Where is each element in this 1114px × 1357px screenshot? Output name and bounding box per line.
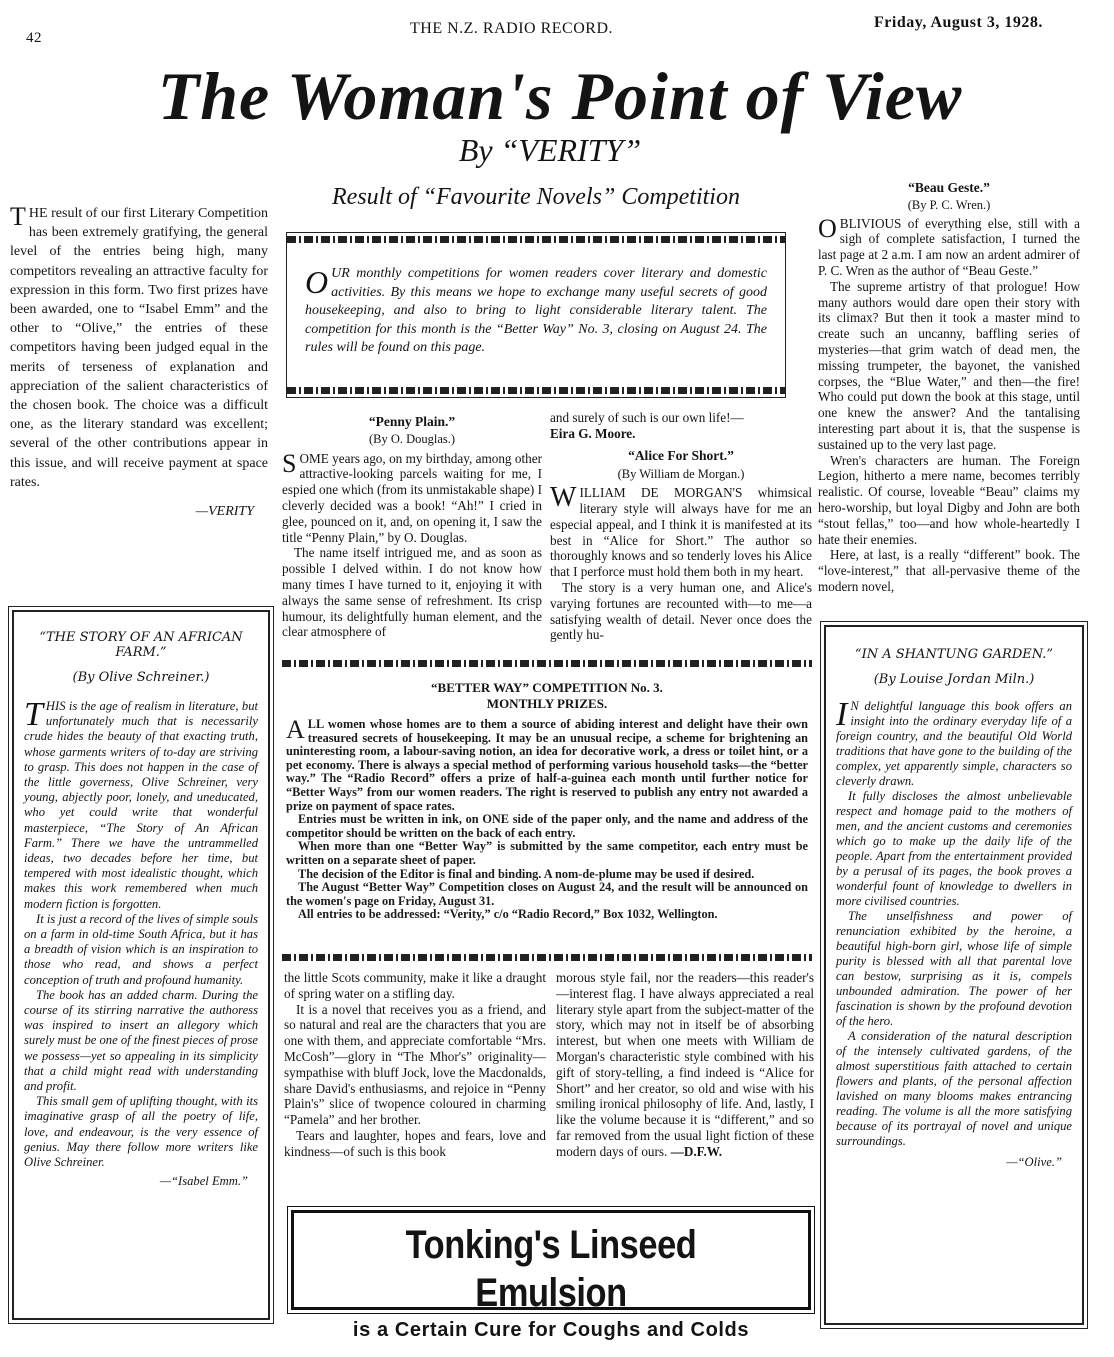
penny-plain-para: Tears and laughter, hopes and fears, love and kindness—of such is this book xyxy=(284,1127,546,1159)
african-farm-author: (By Olive Schreiner.) xyxy=(72,670,210,685)
beau-geste-author: (By P. C. Wren.) xyxy=(907,197,991,212)
beau-geste-para: Here, at last, is a really “different” book. The “love-interest,” that all-pervasive theme of the modern novel, xyxy=(818,547,1080,594)
section-subtitle: Result of “Favourite Novels” Competition xyxy=(332,184,740,210)
shantung-author: (By Louise Jordan Miln.) xyxy=(873,672,1035,687)
african-farm-para: The book has an added charm. During the course of its stirring narrative the authoress was inspired to insert an allegory which surely must be one of the finest pieces of prose we possess—yet so appealing in its simplicity that a child might read with understanding and profit. xyxy=(24,987,258,1094)
penny-plain-continued xyxy=(284,970,546,1160)
better-way-rules xyxy=(286,715,808,922)
better-way-para: When more than one “Better Way” is submitted by the same competitor, each entry must be written on a separate sheet of paper. xyxy=(286,839,808,867)
better-way-para: All entries to be addressed: “Verity,” c/o “Radio Record,” Box 1032, Wellington. xyxy=(298,907,718,922)
shantung-box xyxy=(824,625,1084,1325)
beau-geste-para: BLIVIOUS of everything else, still with a sigh of complete satisfaction, I turned the last page at 2 a.m. I am now an ardent admirer of P. C. Wren as the author of “Beau Geste.” xyxy=(818,215,1080,278)
shantung-para: A consideration of the natural description of the intensely cultivated gardens, of the almost superstitious faith attached to certain flowers and plants, of the personal affection lavished on many blooms makes entrancing reading. The volume is all the more satisfying because of its portrayal of novel and unique surroundings. xyxy=(836,1029,1072,1148)
notice-top-ornament xyxy=(287,236,785,243)
page-number: 42 xyxy=(26,30,42,46)
alice-signature: —D.F.W. xyxy=(670,1143,723,1159)
better-way-para: LL women whose homes are to them a source of abiding interest and delight have their own treasured secrets of housekeeping. It may be an unusual recipe, a scheme for brightening an uninteresting room, a labour-saving notion, an idea for decorative work, a dress or toilet hint, or a pet economy. There is always a special method of performing various household tasks—the “better way.” The “Radio Record” offers a prize of half-a-guinea each month until further notice for “Better Ways” from our women readers. The right is reserved to publish any entry not awarded a prize on payment of space rates. xyxy=(286,717,808,813)
alice-title: “Alice For Short.” xyxy=(628,447,734,463)
african-farm-para: HIS is the age of realism in literature, but unfortunately much that is necessarily crude hides the beauty of that exacting truth, whose garments writers of to-day are striving to grasp. This does not happen in the case of the little governess, Olive Schreiner, very young, abjectly poor, lonely, and uneducated, who yet could write that wonderful masterpiece, “The Story of An African Farm.” There we have the untrammelled ideas, two decades before her time, but tempered with most idealistic thought, which makes this work remembered when much modern fiction is forgotten. xyxy=(24,699,258,911)
alice-continued xyxy=(556,970,814,1160)
alice-para: ILLIAM DE MORGAN'S whimsical literary style will always have for me an especial appeal, and I think it is manifested at its best in “Alice for Short.” The author so thoroughly knows and so tenderly loves his Alice that I perforce must hold them both in my heart. xyxy=(550,485,812,580)
beau-geste-dropcap: O xyxy=(818,213,837,243)
penny-plain-para: the little Scots community, make it like a draught of spring water on a stifling day. xyxy=(284,970,546,1001)
advert-tagline: is a Certain Cure for Coughs and Colds xyxy=(352,1319,750,1341)
african-farm-para: It is just a record of the lives of simple souls on a farm in old-time South Africa, but it has a breadth of vision which is an inspiration to those who read, and shows a perfect conception of truth and profound humanity. xyxy=(24,911,258,987)
competition-notice-text xyxy=(305,265,767,358)
african-farm-signature: —“Isabel Emm.” xyxy=(159,1174,248,1189)
beau-geste-para: The supreme artistry of that prologue! How many authors would dare open their story with its climax? But then it took a master mind to create such an uncanny, baffling series of mysteries—that grim watch of dead men, the missing trumpeter, the bayonet, the vanished corpses, the “Blue Water,” and then—the fire! Who could put down the book at this stage, until one knew the answer? And the tantalising interesting part about it is, that the suspense is sustained up to the very last page. xyxy=(818,278,1080,452)
intro-dropcap: T xyxy=(10,202,26,231)
better-way-title: “BETTER WAY” COMPETITION No. 3. xyxy=(431,680,663,695)
byline: By “VERITY” xyxy=(458,132,642,168)
better-way-para: The decision of the Editor is final and binding. A nom-de-plume may be used if desired. xyxy=(298,866,755,881)
beau-geste-article xyxy=(818,180,1080,595)
alice-para: The story is a very human one, and Alice's varying fortunes are recounted with—to me—a satisfying wealth of detail. Never once does the gently hu- xyxy=(550,579,812,643)
advert-product: Tonking's Linseed Emulsion xyxy=(405,1223,697,1315)
penny-plain-ending: and surely of such is our own life!— xyxy=(550,410,744,425)
issue-date: Friday, August 3, 1928. xyxy=(874,14,1043,31)
shantung-signature: —“Olive.” xyxy=(1006,1155,1062,1169)
penny-plain-author: (By O. Douglas.) xyxy=(368,431,456,446)
alice-article xyxy=(550,410,812,643)
alice-dropcap: W xyxy=(550,482,577,514)
beau-geste-title: “Beau Geste.” xyxy=(908,180,990,195)
page-title: The Woman's Point of View xyxy=(157,58,963,134)
better-way-subtitle: MONTHLY PRIZES. xyxy=(486,696,608,711)
better-way-top-ornament xyxy=(282,660,812,667)
penny-plain-dropcap: S xyxy=(282,448,297,478)
african-farm-title: “THE STORY OF AN AFRICAN FARM.” xyxy=(39,630,243,660)
african-farm-text xyxy=(24,696,258,1190)
shantung-text xyxy=(836,696,1072,1170)
african-farm-para: This small gem of uplifting thought, with its imaginative grasp of all the poetry of life, love, and endeavour, is the very essence of genius. May there follow more writers like Olive Schreiner. xyxy=(24,1094,258,1170)
better-way-box xyxy=(282,658,812,963)
penny-plain-signature: Eira G. Moore. xyxy=(550,425,636,441)
shantung-dropcap: I xyxy=(836,696,848,733)
penny-plain-title: “Penny Plain.” xyxy=(368,414,456,429)
notice-bottom-ornament xyxy=(287,387,785,394)
notice-dropcap: O xyxy=(305,264,329,300)
alice-continued-text: morous style fail, nor the readers—this reader's—interest flag. I have always appreciated a real literary style apart from the subject-matter of the story, which may not in itself be of absorbing interest, but when one meets with William de Morgan's characteristic style combined with his gift of story-telling, a find indeed is “Alice for Short” and her creator, so old and wise with his smiling ironical philosophy of life. And, lastly, I like the volume because it is “different,” and so far removed from the usual light fiction of these modern days of ours. xyxy=(556,970,814,1159)
linseed-emulsion-advert xyxy=(291,1210,811,1341)
competition-notice-box xyxy=(286,232,786,398)
shantung-para: N delightful language this book offers an insight into the ordinary everyday life of a foreign country, and the beautiful Old World traditions that have gone to the building of the complex, yet apparently simple, characters so cleverly drawn. xyxy=(836,699,1072,788)
shantung-para: The unselfishness and power of renunciation exhibited by the heroine, a beautiful high-born girl, whose life of simple purity is blessed with all that parental love can bestow, surprising as it is, compels unbounded admiration. The power of her fascination is shown by the profound devotion of the hero. xyxy=(836,909,1072,1028)
penny-plain-para: OME years ago, on my birthday, among other attractive-looking parcels waiting for me, I espied one which (from its unmistakable shape) I cleverly decided was a book! “Ah!” I cried in glee, pounced on it, and, on opening it, I saw the title “Penny Plain,” by O. Douglas. xyxy=(282,450,542,545)
penny-plain-para: It is a novel that receives you as a friend, and so natural and real are the characters that you are one with them, and appreciate comfortable “Mrs. McCosh”—glory in “The Mhor's” originality—sympathise with bluff Jock, love the Macdonalds, share David's enthusiasms, and rejoice in “Penny Plain's” slice of twopence coloured in charming “Pamela” and her brother. xyxy=(284,1001,546,1128)
intro-article xyxy=(10,204,268,521)
better-way-bottom-ornament xyxy=(282,954,812,961)
intro-signature: —VERITY xyxy=(195,504,254,520)
african-farm-box xyxy=(12,610,270,1320)
shantung-para: It fully discloses the almost unbelievable respect and homage paid to the mothers of men, and the ancient customs and ceremonies which go to make up the daily life of the people. Apart from the entertainment provided by a perusal of its pages, the book proves a wonderful fount of knowledge to dwellers in more civilised countries. xyxy=(836,789,1072,908)
better-way-dropcap: A xyxy=(286,715,305,744)
intro-text: HE result of our first Literary Competition has been extremely gratifying, the general level of the entries being high, many competitors revealing an attractive faculty for expression in this form. Two first prizes have been awarded, one to “Isabel Emm” and the other to “Olive,” the entries of these competitors having been judged equal in the merits of terseness of explanation and appreciation of the salient characteristics of the chosen book. The choice was a difficult one, as the literary standard was excellent; several of the other contributions appear in this issue, and will receive payment at space rates. xyxy=(10,206,268,490)
notice-body: UR monthly competitions for women readers cover literary and domestic activities. By this means we hope to exchange many useful secrets of good housekeeping, and also to bring to light considerable literary talent. The competition for this month is the “Better Way” No. 3, closing on August 24. The rules will be found on this page. xyxy=(305,266,767,356)
better-way-para: The August “Better Way” Competition closes on August 24, and the result will be announced on the women's page on Friday, August 31. xyxy=(286,880,808,908)
publication-name: THE N.Z. RADIO RECORD. xyxy=(410,20,613,37)
shantung-title: “IN A SHANTUNG GARDEN.” xyxy=(854,647,1054,662)
penny-plain-para: The name itself intrigued me, and as soon as possible I delved within. I do not know how many times I have turned to it, enjoying it with always the same sense of refreshment. Its crisp humour, its delightfully human element, and the clear atmosphere of xyxy=(282,545,542,640)
better-way-para: Entries must be written in ink, on ONE side of the paper only, and the name and address of the competitor should be written on the back of each entry. xyxy=(286,812,808,840)
african-farm-dropcap: T xyxy=(24,696,43,733)
beau-geste-para: Wren's characters are human. The Foreign Legion, hitherto a mere name, becomes terribly realistic. Of course, loveable “Beau” claims my hero-worship, but loyal Digby and John are both “stout fellas,” too—and how whole-heartedly I hate their enemies. xyxy=(818,452,1080,547)
alice-author: (By William de Morgan.) xyxy=(617,467,745,482)
penny-plain-article xyxy=(282,412,542,640)
